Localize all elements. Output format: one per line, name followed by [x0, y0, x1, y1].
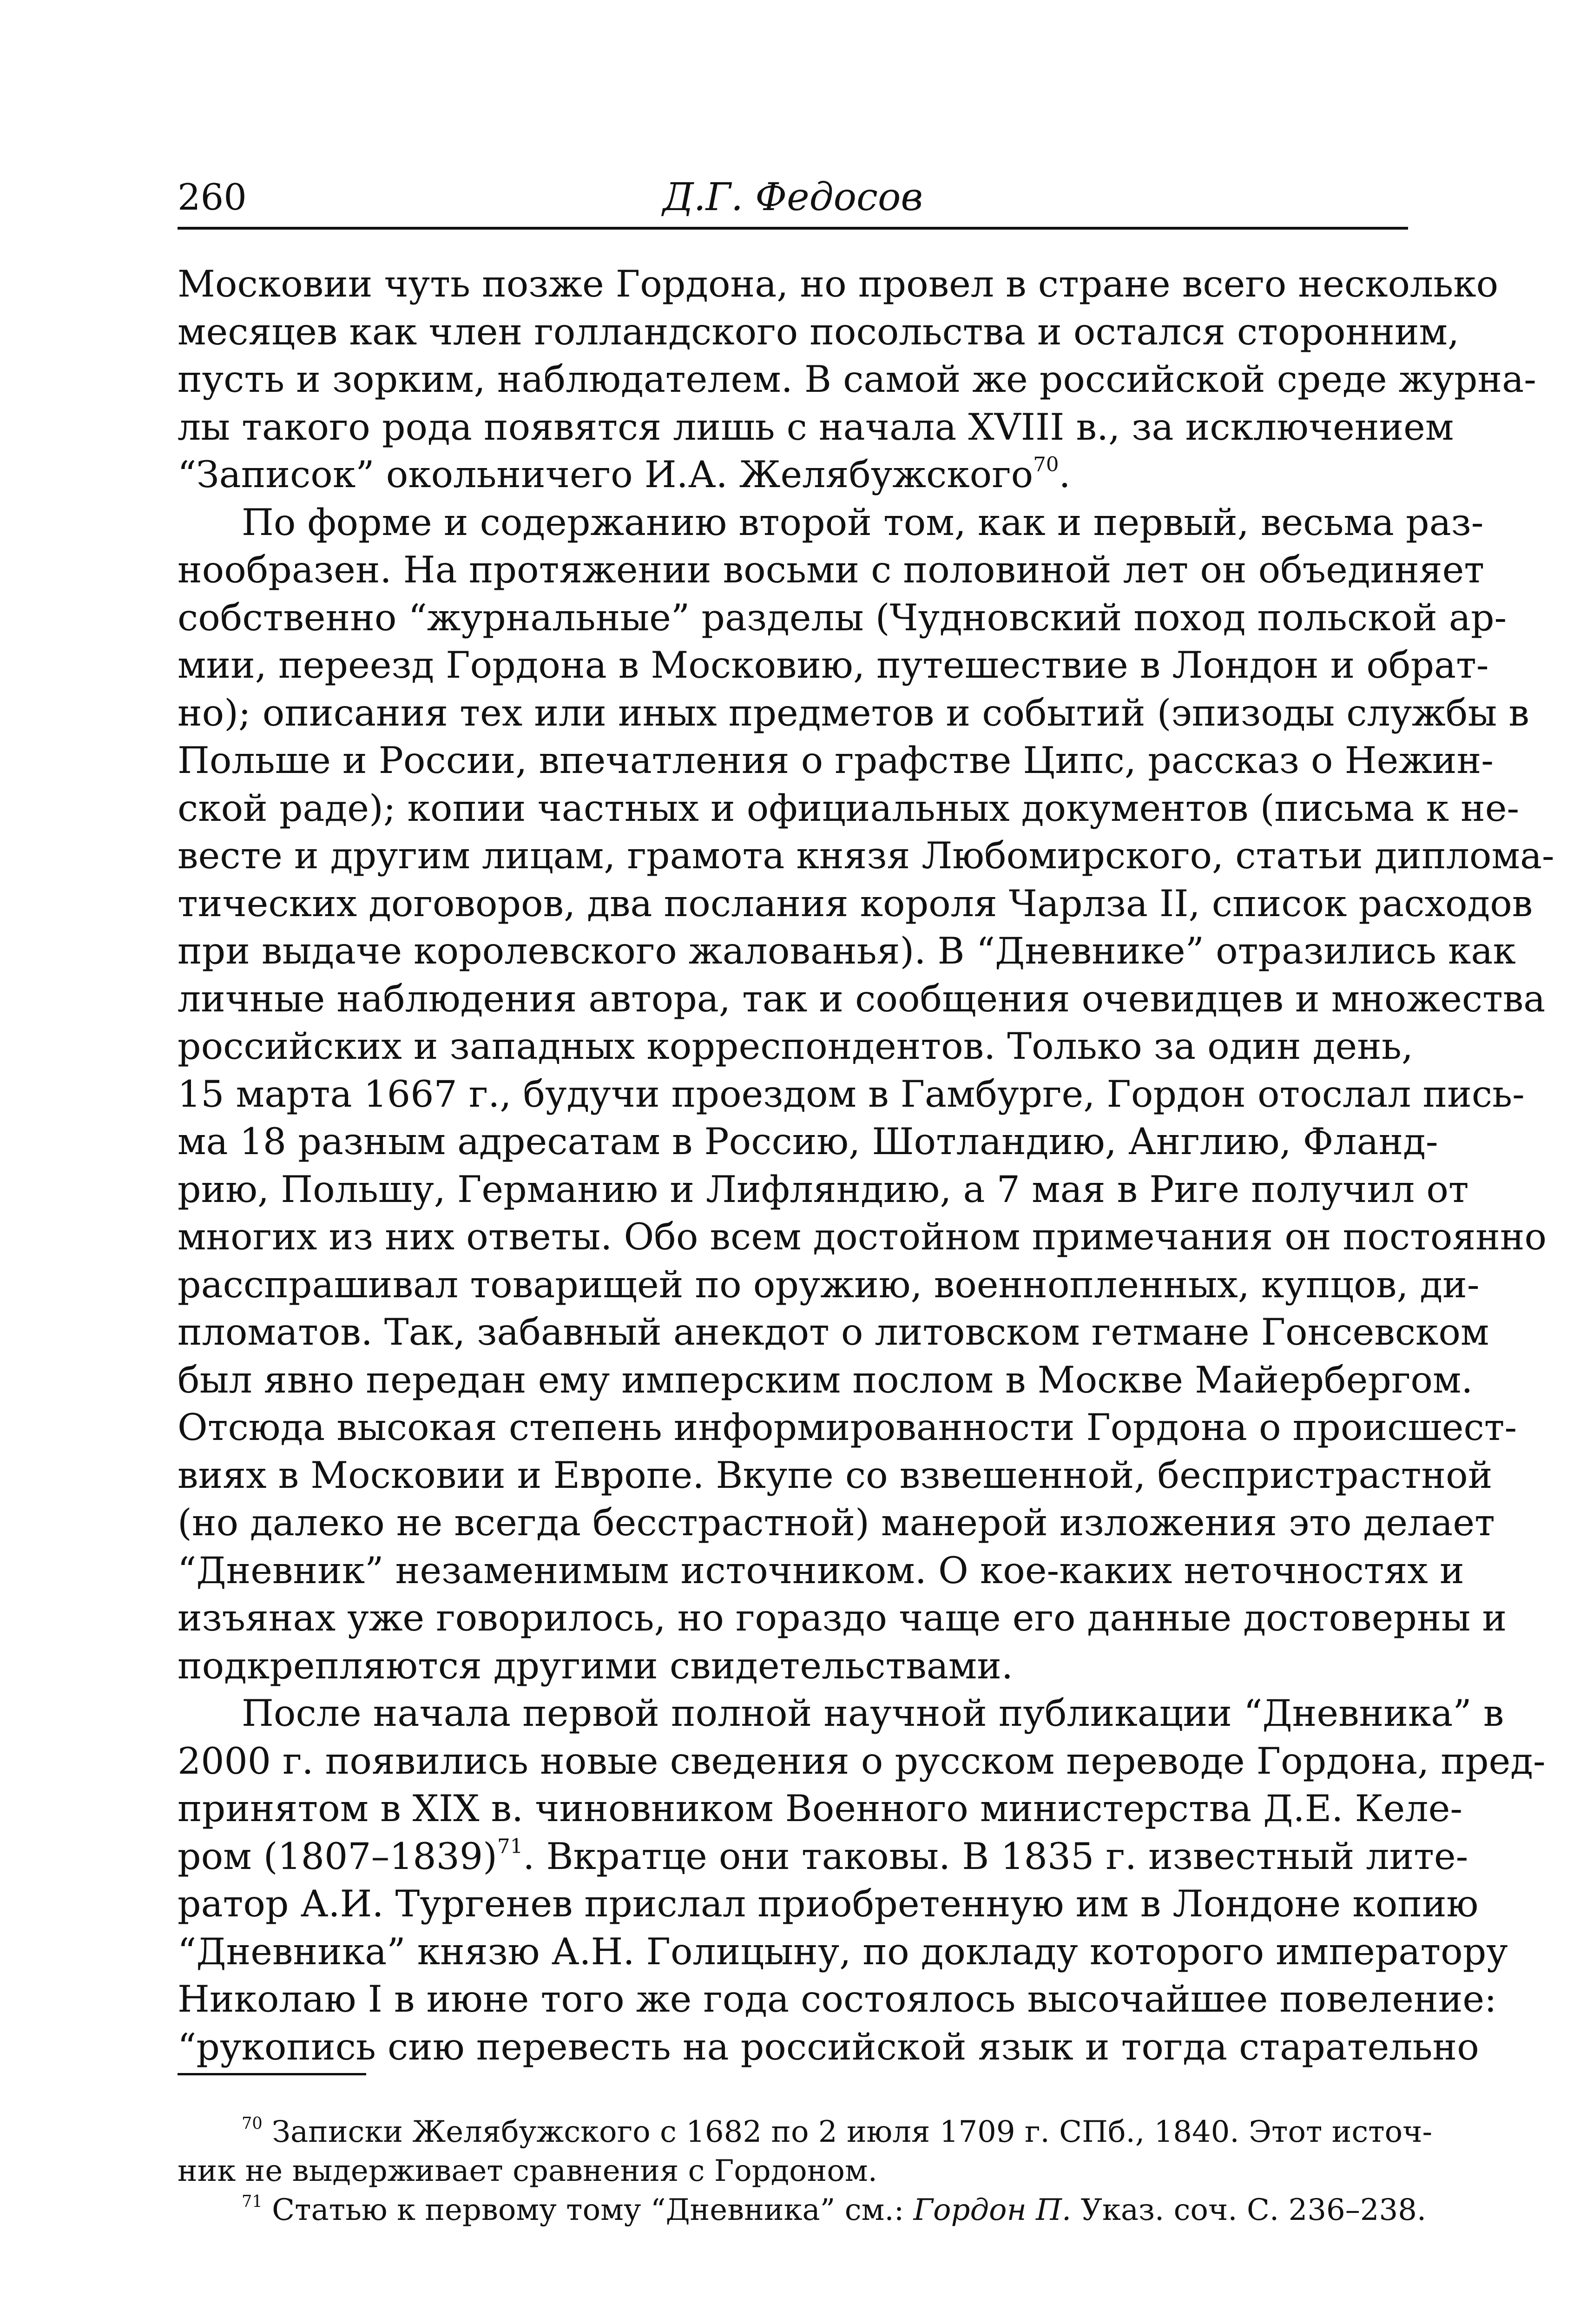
text-line: но); описания тех или иных предметов и событий (эпизоды службы в	[178, 691, 1529, 734]
running-title: Д.Г. Федосов	[662, 175, 923, 219]
footnote-author: Гордон П.	[913, 2193, 1072, 2227]
text-line: принятом в XIX в. чиновником Военного министерства Д.Е. Келе-	[178, 1787, 1463, 1830]
text-line: российских и западных корреспондентов. Только за один день,	[178, 1025, 1413, 1068]
text-line: личные наблюдения автора, так и сообщения очевидцев и множества	[178, 977, 1546, 1020]
footnote-70	[178, 2113, 1433, 2152]
text-line: пломатов. Так, забавный анекдот о литовском гетмане Гонсевском	[178, 1311, 1489, 1353]
text-line: изъянах уже говорилось, но гораздо чаще его данные достоверны и	[178, 1597, 1507, 1639]
text-line: Польше и России, впечатления о графстве Ципс, рассказ о Нежин-	[178, 739, 1494, 782]
text-line: расспрашивал товарищей по оружию, военнопленных, купцов, ди-	[178, 1263, 1480, 1306]
text-line: виях в Московии и Европе. Вкупе со взвешенной, беспристрастной	[178, 1453, 1493, 1497]
text-line: нообразен. На протяжении восьми с половиной лет он объединяет	[178, 548, 1485, 591]
footnote-70-continued: ник не выдерживает сравнения с Гордоном.	[178, 2154, 877, 2188]
page-number: 260	[178, 177, 247, 218]
footnote-71	[178, 2191, 1427, 2230]
text-line: месяцев как член голландского посольства и остался сторонним,	[178, 310, 1460, 353]
text-fragment: . Вкратце они таковы. В 1835 г. известный лите-	[523, 1835, 1468, 1878]
text-fragment: .	[1059, 453, 1071, 496]
text-line: 15 марта 1667 г., будучи проездом в Гамбурге, Гордон отослал пись-	[178, 1072, 1525, 1116]
text-line: был явно передан ему имперским послом в Москве Майербергом.	[178, 1358, 1473, 1401]
text-fragment: “Записок” окольничего И.А. Желябужского	[178, 453, 1034, 496]
text-line: (но далеко не всегда бесстрастной) манерой изложения это делает	[178, 1501, 1495, 1544]
footnote-rule	[178, 2073, 366, 2075]
text-line: “Дневника” князю А.Н. Голицыну, по докладу которого императору	[178, 1930, 1508, 1973]
footnotes	[178, 2113, 1433, 2230]
text-line: По форме и содержанию второй том, как и первый, весьма раз-	[242, 501, 1484, 544]
text-line: при выдаче королевского жалованья). В “Дневнике” отразились как	[178, 930, 1516, 972]
footnote-number: 71	[242, 2192, 263, 2212]
running-head	[178, 156, 1408, 221]
text-line: лы такого рода появятся лишь с начала XVIII в., за исключением	[178, 405, 1454, 449]
text-line: ратор А.И. Тургенев прислал приобретенную им в Лондоне копию	[178, 1882, 1479, 1925]
text-line: весте и другим лицам, грамота князя Любомирского, статьи диплома-	[178, 834, 1554, 877]
text-line: подкрепляются другими свидетельствами.	[178, 1644, 1014, 1687]
text-line: 2000 г. появились новые сведения о русском переводе Гордона, пред-	[178, 1739, 1546, 1783]
text-line: “рукопись сию перевесть на российской язык и тогда старательно	[178, 2025, 1479, 2068]
text-line: тических договоров, два послания короля Чарлза II, список расходов	[178, 882, 1533, 925]
text-line: Николаю I в июне того же года состоялось высочайшее повеление:	[178, 1978, 1497, 2020]
text-line: Отсюда высокая степень информированности Гордона о происшест-	[178, 1406, 1517, 1449]
text-line	[178, 1833, 1468, 1881]
footnote-ref-71[interactable]: 71	[497, 1835, 523, 1858]
text-line: Московии чуть позже Гордона, но провел в стране всего несколько	[178, 263, 1499, 305]
text-line: ма 18 разным адресатам в Россию, Шотландию, Англию, Фланд-	[178, 1120, 1438, 1163]
text-line: “Дневник” незаменимым источником. О кое-каких неточностях и	[178, 1549, 1464, 1592]
footnote-number: 70	[242, 2114, 263, 2133]
text-line: многих из них ответы. Обо всем достойном примечания он постоянно	[178, 1215, 1547, 1258]
text-line: рию, Польшу, Германию и Лифляндию, а 7 мая в Риге получил от	[178, 1168, 1469, 1211]
text-line: мии, переезд Гордона в Московию, путешествие в Лондон и обрат-	[178, 644, 1489, 687]
text-line: ской раде); копии частных и официальных документов (письма к не-	[178, 786, 1520, 830]
header-rule	[178, 227, 1408, 230]
text-fragment: ром (1807–1839)	[178, 1835, 497, 1878]
body-text	[178, 260, 1554, 2071]
footnote-text: Статью к первому тому “Дневника” см.:	[272, 2193, 914, 2227]
text-line	[178, 451, 1408, 499]
footnote-ref-70[interactable]: 70	[1033, 453, 1059, 477]
text-line: После начала первой полной научной публикации “Дневника” в	[242, 1692, 1504, 1735]
text-line: пусть и зорким, наблюдателем. В самой же российской среде журна-	[178, 358, 1536, 401]
text-line: собственно “журнальные” разделы (Чудновский поход польской ар-	[178, 596, 1507, 639]
footnote-text: Указ. соч. С. 236–238.	[1071, 2193, 1427, 2227]
footnote-text: Записки Желябужского с 1682 по 2 июля 1709 г. СПб., 1840. Этот источ-	[272, 2115, 1433, 2149]
